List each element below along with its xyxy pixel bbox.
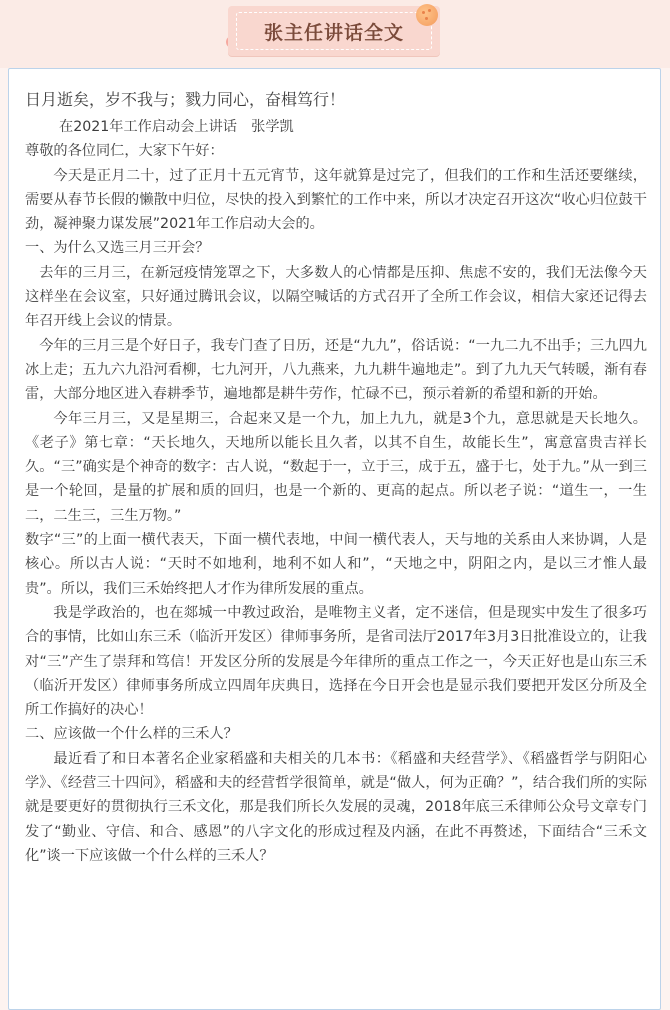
article-headline: 日月逝矣，岁不我与；戮力同心，奋楫笃行！ [25,90,346,109]
paragraph: 我是学政治的，也在郯城一中教过政治，是唯物主义者，定不迷信，但是现实中发生了很多巧合的事情，比如山东三禾（临沂开发区）律师事务所，是省司法厅2017年3月3日批准设立的，让我对“三”产生了崇拜和笃信！开发区分所的发展是今年律所的重点工作之一，今天正好也是山东三禾（临沂开发区）律师事务所成立四周年庆典日，选择在今日开会也是显示我们要把开发区分所及全所工作搞好的决心！ [25,604,647,719]
article-subtitle: 在2021年工作启动会上讲话 张学凯 [59,119,294,135]
paragraph: 去年的三月三，在新冠疫情笼罩之下，大多数人的心情都是压抑、焦虑不安的，我们无法像今天这样坐在会议室，只好通过腾讯会议，以隔空喊话的方式召开了全所工作会议，相信大家还记得去年召开线上会议的情景。 [25,264,647,330]
paragraph: 今年的三月三是个好日子，我专门查了日历，还是“九九”，俗话说：“一九二九不出手；三九四九冰上走；五九六九沿河看柳，七九河开，八九燕来，九九耕牛遍地走”。到了九九天气转暖，渐有春雷，大部分地区进入春耕季节，遍地都是耕牛劳作，忙碌不已，预示着新的希望和新的开始。 [25,337,647,403]
article-body [25,87,647,868]
greeting: 尊敬的各位同仁，大家下午好： [25,143,224,160]
orange-dot-decoration [416,4,438,26]
article-box [8,68,661,1010]
section-heading: 一、为什么又选三月三开会？ [25,240,210,257]
section-heading: 二、应该做一个什么样的三禾人？ [25,726,238,743]
page-title: 张主任讲话全文 [263,21,404,44]
title-frame [236,12,432,50]
paragraph: 数字“三”的上面一横代表天，下面一横代表地，中间一横代表人，天与地的关系由人来协调，人是核心。所以古人说：“天时不如地利，地利不如人和”，“天地之中，阴阳之内，是以三才惟人最贵”。所以，我们三禾始终把人才作为律所发展的重点。 [25,532,647,597]
paragraph: 最近看了和日本著名企业家稻盛和夫相关的几本书：《稻盛和夫经营学》、《稻盛哲学与阴阳心学》、《经营三十四问》，稻盛和夫的经营哲学很简单，就是“做人，何为正确？”，结合我们所的实际就是要更好的贯彻执行三禾文化，那是我们所长久发展的灵魂，2018年底三禾律师公众号文章专门发了“勤业、守信、和合、感恩”的八字文化的形成过程及内涵，在此不再赘述，下面结合“三禾文化”谈一下应该做一个什么样的三禾人？ [25,750,647,864]
paragraph: 今年三月三，又是星期三，合起来又是一个九，加上九九，就是3个九，意思就是天长地久。《老子》第七章：“天长地久，天地所以能长且久者，以其不自生，故能长生”，寓意富贵吉祥长久。“三”确实是个神奇的数字：古人说，“数起于一，立于三，成于五，盛于七，处于九。”从一到三是一个轮回，是量的扩展和质的回归，也是一个新的、更高的起点。所以老子说：“道生一，一生二，二生三，三生万物。” [25,410,647,524]
title-card [228,6,440,56]
paragraph: 今天是正月二十，过了正月十五元宵节，这年就算是过完了，但我们的工作和生活还要继续，需要从春节长假的懒散中归位，尽快的投入到繁忙的工作中来，所以才决定召开这次“收心归位鼓干劲，凝神聚力谋发展”2021年工作启动大会的。 [25,167,647,233]
